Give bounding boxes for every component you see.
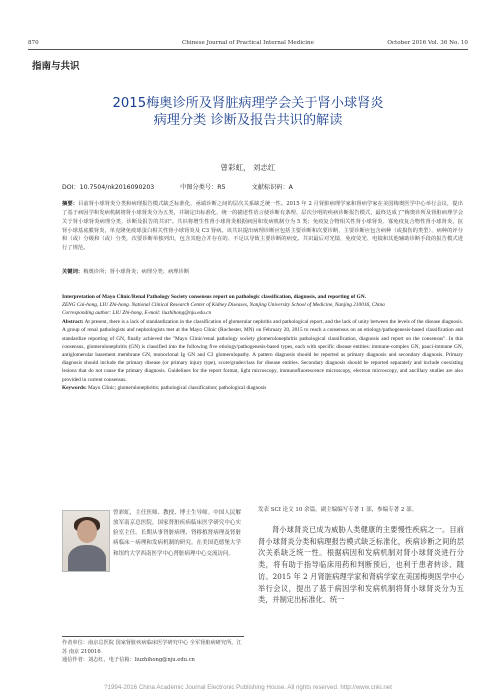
article-meta [62,182,317,191]
english-abstract-label: Abstract: [62,319,84,326]
photo-body [68,545,106,572]
doi: DOI：10.7504/nk2016090203 [62,184,155,191]
author-photo [62,510,110,572]
english-abstract-text: At present, there is a lack of standardization in the classification of glomerular nephritis and pathological report, and the lack of unity between the levels of the disease diagnosis. A group of renal pathologists and nephrologists met at the Mayo Clinic (Rochester, MN) on February 20, 2015 to reach a consensus on an etiology/pathogenesis-based classification and standardize reporting of GN, finally achieved the "Mayo Clinic/renal pathology society glomerulonephritis pathological classification, diagnosis and report on the consensus". In this consensus, glomerulonephritis (GN) is classified into the following five etiology/pathogenesis-based types, each with specific disease entities: immune-complex GN, pauci-immune GN, antiglomerular basement membrane GN, monoclonal Ig GN and C3 glomerulopathy. A pattern diagnosis should be reported as primary diagnosis and secondary diagnosis. Primary diagnosis should include the primary disease (or primary injury type), score/grade/class for disease entities. Secondary diagnosis should be reported separately and include coexisting lesions that do not cause the primary diagnosis. Guidelines for the report format, light microscopy, immunofluorescence microscopy, electron microscopy, and ancillary studies are also provided in current consensus. [62,319,463,383]
english-title: Interpretation of Mayo Clinic/Renal Pathology Society consensus report on pathologic classification, diagnosis, and reporting of GN. [62,294,366,300]
body-paragraph: 肾小球肾炎已成为威胁人类健康的主要慢性疾病之一。目前肾小球肾炎分类和病理报告模式缺乏标准化，疾病诊断之间的层次关系缺乏统一性。根据病因和发病机制对肾小球肾炎进行分类，将有助于指导临床用药和判断预后，也利于患者转诊、随访。2015 年 2 月肾脏病理学家和肾病学家在美国梅奥医学中心举行会议，提出了基于病因学和发病机制将肾小球肾炎分为五类，并制定出标准化、统一 [258,525,464,605]
corresponding-author: 通信作者：刘志红，电子信箱：liuzhihong@nju.edu.cn [62,657,195,664]
author-bio: 曾彩虹，主任医师、教授、博士生导师。中国人民解放军南京总医院，国家肾脏疾病临床医学研究中心实验室主任。长期从事肾脏病理、肾移植肾病理及肾脏病临床－病理和发病机制的研究。在美国范德堡大学和纽约大学西南医学中心肾脏病理中心交流访问。 [113,510,241,557]
copyright-footer: ?1994-2016 China Academic Journal Electronic Publishing House. All rights reserved. http://www.cnki.net [104,684,392,691]
english-keywords [62,384,463,392]
column-tag: 指南与共识 [32,61,80,72]
title-line-1: 2015梅奥诊所及肾脏病理学会关于肾小球肾炎 [112,96,384,111]
abstract-cn-text: 目前肾小球肾炎分类和病理报告模式缺乏标准化，亟端诊断之间的层次关系缺乏统一性。2015 年 2 月肾脏病理学家和肾病学家在美国梅奥医学中心举行会议，提出了基于病因学和发病机制将肾小球肾炎分为五类，并制定出标准化、统一的描述性语言使诊断有条理、层次分明的疾病诊断报告模式，最终达成了"梅奥诊所及肾脏病理学会关于肾小球肾炎病理分类、诊断及报告的共识"。共识将增生性肾小球肾炎根据病因和发病机制分为 5 类；免疫复合物相关性肾小球肾炎、寡免疫复合物性肾小球肾炎、抗肾小球基底膜肾炎、单克隆免疫球蛋白相关性肾小球肾炎及 C3 肾病。该共识提出病理诊断应包括主要诊断和次要诊断，主要诊断应包含病种（或损伤的类型）、病种的评分和（或）分级和（或）分类，次要诊断单独列出，包含其他合并存在的、不足以导致主要诊断的病变。共识最后对光镜、免疫荧光、电镜和其他辅助诊断手段的报告模式进行了规范。 [62,201,463,252]
keywords-cn-text: 梅奥诊所；肾小球肾炎；病理分类；病理诊断 [83,269,190,275]
keywords-cn [62,267,463,275]
photo-face [77,520,97,543]
keywords-cn-label: 关键词： [62,269,84,275]
authors-cn: 曾彩虹， 刘志红 [220,163,276,172]
english-keywords-text: Mayo Clinic; glomerulonephritis; pathological classification; pathological diagnosis [88,384,267,391]
journal-name: Chinese Journal of Practical Internal Medicine [182,40,314,46]
title-line-2: 病理分类 诊断及报告共识的解读 [153,113,343,128]
issue-info: October 2016 Vol. 36 No. 10 [387,40,468,46]
english-corresponding: Corresponding author: LIU Zhi-hong, E-mail: liuzhihong@nju.edu.cn [62,310,212,317]
page-number: 870 [28,40,39,46]
abstract-cn [62,200,463,253]
body-right-column [258,506,464,606]
english-keywords-label: Keywords: [62,384,87,391]
abstract-cn-label: 摘要： [62,201,79,207]
clc-number: 中图分类号：R5 [180,184,226,191]
running-header [28,40,468,50]
author-affiliation: 作者单位：南京总医院 国家肾脏疾病临床医学研究中心 全军肾脏病研究所，江苏 南京 210016 [62,640,242,655]
author-note [62,636,244,665]
document-code: 文献标识码：A [251,184,293,191]
bio-continuation: 发表 SCI 论文 10 余篇。副主编编写专著 1 部，参编专著 2 部。 [258,507,418,513]
article-title [28,95,468,129]
english-abstract-block [62,293,463,392]
english-authors: ZENG Cai-hong, LIU Zhi-hong. National Clinical Research Center of Kidney Diseases, Nanjing University School of Medicine, Nanjing 210016, China [62,302,385,309]
english-abstract [62,318,463,384]
